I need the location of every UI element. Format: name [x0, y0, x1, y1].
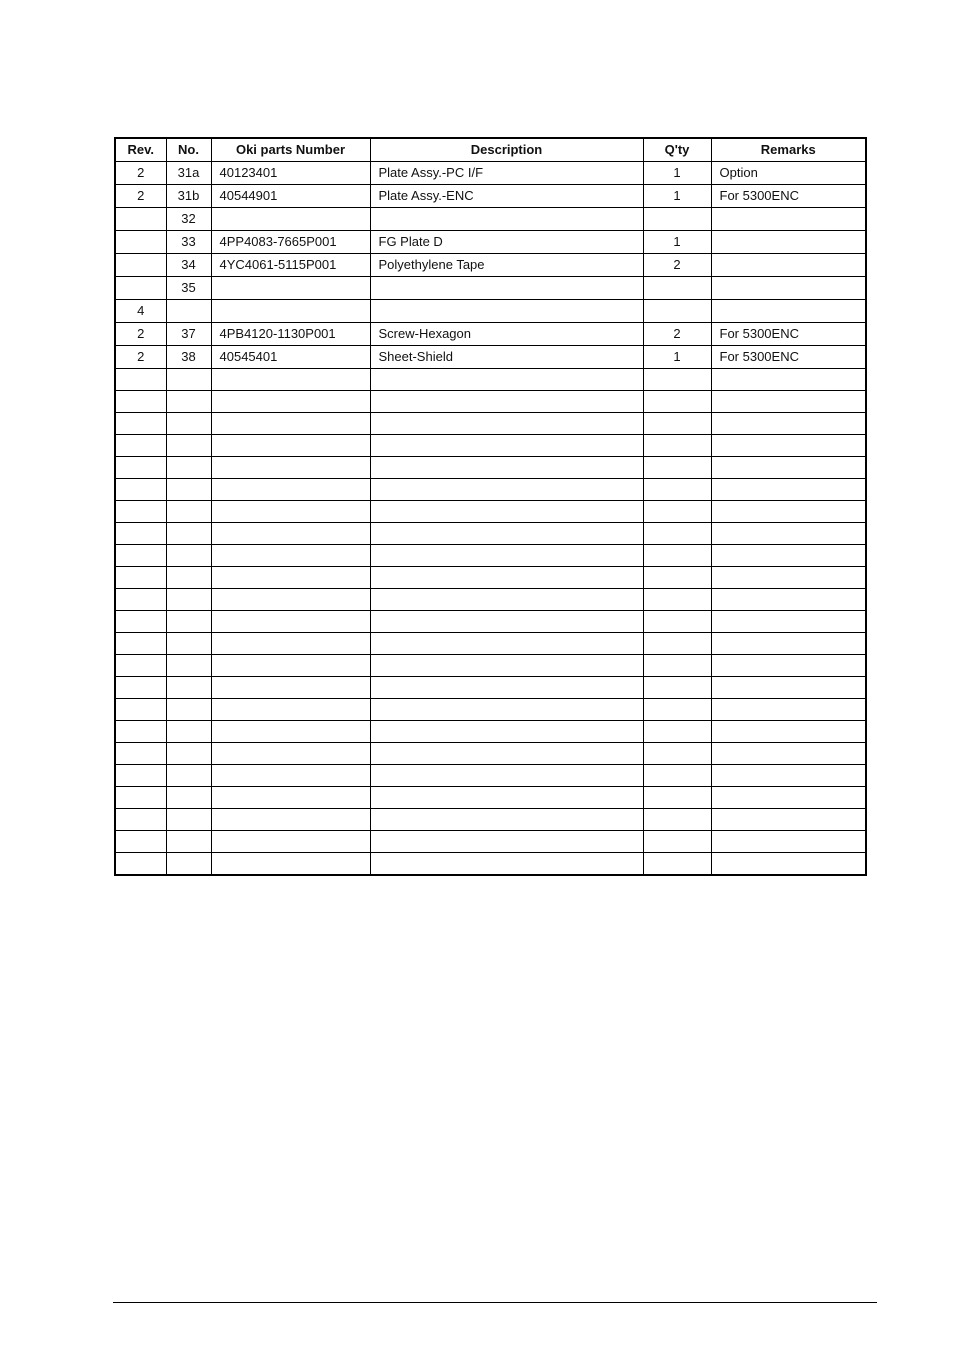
- cell-qty: [643, 677, 711, 699]
- table-row: [115, 369, 866, 391]
- cell-qty: [643, 277, 711, 300]
- cell-part-number: [211, 699, 370, 721]
- cell-remarks: [711, 677, 866, 699]
- cell-qty: [643, 208, 711, 231]
- cell-remarks: [711, 787, 866, 809]
- cell-part-number: [211, 809, 370, 831]
- cell-description: [370, 208, 643, 231]
- cell-no: 31a: [166, 162, 211, 185]
- cell-part-number: [211, 391, 370, 413]
- cell-remarks: [711, 567, 866, 589]
- cell-remarks: [711, 501, 866, 523]
- cell-part-number: [211, 545, 370, 567]
- cell-no: [166, 391, 211, 413]
- cell-qty: 1: [643, 185, 711, 208]
- parts-table: [114, 137, 867, 876]
- cell-description: Sheet-Shield: [370, 346, 643, 369]
- cell-remarks: For 5300ENC: [711, 323, 866, 346]
- table-row: [115, 743, 866, 765]
- cell-description: [370, 589, 643, 611]
- cell-part-number: [211, 743, 370, 765]
- cell-part-number: 4PP4083-7665P001: [211, 231, 370, 254]
- cell-qty: [643, 457, 711, 479]
- table-row: [115, 589, 866, 611]
- cell-qty: [643, 743, 711, 765]
- cell-part-number: [211, 633, 370, 655]
- cell-remarks: [711, 611, 866, 633]
- cell-part-number: [211, 523, 370, 545]
- cell-qty: [643, 831, 711, 853]
- table-row: [115, 346, 866, 369]
- table-row: [115, 231, 866, 254]
- cell-rev: [115, 831, 166, 853]
- cell-description: Plate Assy.-PC I/F: [370, 162, 643, 185]
- cell-rev: [115, 743, 166, 765]
- cell-no: 37: [166, 323, 211, 346]
- cell-part-number: [211, 457, 370, 479]
- cell-part-number: [211, 853, 370, 875]
- cell-rev: [115, 545, 166, 567]
- cell-part-number: [211, 677, 370, 699]
- cell-remarks: [711, 435, 866, 457]
- cell-qty: [643, 369, 711, 391]
- table-row: [115, 567, 866, 589]
- cell-description: [370, 300, 643, 323]
- cell-remarks: [711, 545, 866, 567]
- cell-qty: [643, 413, 711, 435]
- cell-rev: [115, 677, 166, 699]
- cell-no: [166, 831, 211, 853]
- cell-description: [370, 567, 643, 589]
- cell-qty: [643, 589, 711, 611]
- cell-no: [166, 545, 211, 567]
- table-row: [115, 300, 866, 323]
- cell-no: [166, 699, 211, 721]
- cell-part-number: [211, 479, 370, 501]
- cell-description: [370, 457, 643, 479]
- cell-remarks: [711, 523, 866, 545]
- table-row: [115, 809, 866, 831]
- table-row: [115, 323, 866, 346]
- cell-rev: 2: [115, 185, 166, 208]
- cell-qty: [643, 300, 711, 323]
- header-remarks: Remarks: [711, 138, 866, 162]
- cell-description: [370, 809, 643, 831]
- cell-remarks: [711, 853, 866, 875]
- cell-no: [166, 611, 211, 633]
- cell-description: [370, 831, 643, 853]
- cell-no: [166, 589, 211, 611]
- table-row: [115, 254, 866, 277]
- cell-rev: [115, 699, 166, 721]
- cell-remarks: [711, 589, 866, 611]
- cell-description: [370, 655, 643, 677]
- cell-remarks: [711, 809, 866, 831]
- cell-qty: 1: [643, 346, 711, 369]
- cell-rev: 2: [115, 323, 166, 346]
- cell-remarks: [711, 765, 866, 787]
- header-part-number: Oki parts Number: [211, 138, 370, 162]
- cell-rev: [115, 589, 166, 611]
- cell-qty: 1: [643, 231, 711, 254]
- cell-description: [370, 721, 643, 743]
- cell-rev: [115, 457, 166, 479]
- cell-remarks: [711, 391, 866, 413]
- table-header: [115, 138, 866, 162]
- cell-remarks: [711, 277, 866, 300]
- cell-qty: [643, 655, 711, 677]
- cell-remarks: [711, 655, 866, 677]
- cell-no: [166, 523, 211, 545]
- cell-description: [370, 611, 643, 633]
- cell-remarks: [711, 699, 866, 721]
- cell-no: [166, 369, 211, 391]
- cell-description: [370, 765, 643, 787]
- cell-description: Plate Assy.-ENC: [370, 185, 643, 208]
- cell-description: [370, 523, 643, 545]
- cell-description: [370, 413, 643, 435]
- table-row: [115, 435, 866, 457]
- cell-remarks: [711, 208, 866, 231]
- cell-qty: 2: [643, 323, 711, 346]
- cell-description: [370, 479, 643, 501]
- cell-remarks: [711, 831, 866, 853]
- cell-part-number: [211, 655, 370, 677]
- cell-rev: [115, 231, 166, 254]
- table-row: [115, 611, 866, 633]
- cell-part-number: [211, 369, 370, 391]
- cell-part-number: 40545401: [211, 346, 370, 369]
- cell-rev: [115, 633, 166, 655]
- cell-no: 32: [166, 208, 211, 231]
- cell-no: [166, 853, 211, 875]
- cell-no: [166, 567, 211, 589]
- header-no: No.: [166, 138, 211, 162]
- cell-description: [370, 787, 643, 809]
- table-row: [115, 787, 866, 809]
- cell-part-number: [211, 501, 370, 523]
- cell-remarks: [711, 413, 866, 435]
- table-row: [115, 655, 866, 677]
- cell-remarks: For 5300ENC: [711, 185, 866, 208]
- cell-qty: 1: [643, 162, 711, 185]
- cell-description: [370, 545, 643, 567]
- cell-no: 33: [166, 231, 211, 254]
- header-row: [115, 138, 866, 162]
- cell-description: Screw-Hexagon: [370, 323, 643, 346]
- cell-no: [166, 721, 211, 743]
- cell-rev: [115, 765, 166, 787]
- cell-rev: 2: [115, 346, 166, 369]
- cell-qty: [643, 721, 711, 743]
- cell-description: [370, 699, 643, 721]
- cell-rev: [115, 277, 166, 300]
- cell-description: [370, 743, 643, 765]
- cell-no: [166, 501, 211, 523]
- cell-no: [166, 677, 211, 699]
- table-row: [115, 677, 866, 699]
- cell-no: [166, 479, 211, 501]
- header-qty: Q'ty: [643, 138, 711, 162]
- cell-part-number: [211, 765, 370, 787]
- table-row: [115, 853, 866, 875]
- cell-rev: [115, 391, 166, 413]
- cell-part-number: 40123401: [211, 162, 370, 185]
- cell-part-number: [211, 831, 370, 853]
- cell-description: FG Plate D: [370, 231, 643, 254]
- cell-remarks: Option: [711, 162, 866, 185]
- table-row: [115, 831, 866, 853]
- cell-qty: [643, 611, 711, 633]
- cell-rev: [115, 567, 166, 589]
- cell-description: [370, 501, 643, 523]
- footer-rule: [113, 1302, 877, 1303]
- cell-no: 35: [166, 277, 211, 300]
- cell-remarks: [711, 300, 866, 323]
- cell-part-number: [211, 611, 370, 633]
- cell-rev: [115, 721, 166, 743]
- cell-no: 38: [166, 346, 211, 369]
- table-row: [115, 391, 866, 413]
- cell-no: [166, 300, 211, 323]
- cell-qty: [643, 787, 711, 809]
- cell-qty: [643, 479, 711, 501]
- cell-part-number: [211, 208, 370, 231]
- cell-qty: [643, 501, 711, 523]
- cell-part-number: [211, 589, 370, 611]
- table-row: [115, 633, 866, 655]
- cell-part-number: [211, 300, 370, 323]
- cell-part-number: [211, 567, 370, 589]
- cell-qty: [643, 633, 711, 655]
- cell-rev: 2: [115, 162, 166, 185]
- cell-rev: [115, 369, 166, 391]
- cell-no: [166, 743, 211, 765]
- cell-rev: [115, 655, 166, 677]
- cell-no: [166, 787, 211, 809]
- cell-qty: 2: [643, 254, 711, 277]
- table-row: [115, 479, 866, 501]
- cell-rev: [115, 435, 166, 457]
- cell-part-number: 40544901: [211, 185, 370, 208]
- cell-rev: [115, 787, 166, 809]
- cell-description: [370, 369, 643, 391]
- cell-description: Polyethylene Tape: [370, 254, 643, 277]
- cell-part-number: [211, 721, 370, 743]
- cell-part-number: 4PB4120-1130P001: [211, 323, 370, 346]
- cell-part-number: [211, 277, 370, 300]
- cell-rev: 4: [115, 300, 166, 323]
- cell-qty: [643, 435, 711, 457]
- cell-description: [370, 435, 643, 457]
- cell-part-number: [211, 787, 370, 809]
- cell-part-number: [211, 413, 370, 435]
- table-row: [115, 413, 866, 435]
- cell-no: [166, 435, 211, 457]
- header-description: Description: [370, 138, 643, 162]
- cell-no: [166, 809, 211, 831]
- cell-rev: [115, 523, 166, 545]
- table-row: [115, 699, 866, 721]
- table-row: [115, 765, 866, 787]
- table-row: [115, 545, 866, 567]
- cell-rev: [115, 501, 166, 523]
- cell-part-number: [211, 435, 370, 457]
- cell-remarks: For 5300ENC: [711, 346, 866, 369]
- table-row: [115, 457, 866, 479]
- cell-remarks: [711, 457, 866, 479]
- cell-qty: [643, 545, 711, 567]
- cell-description: [370, 633, 643, 655]
- cell-no: [166, 765, 211, 787]
- table-row: [115, 523, 866, 545]
- cell-remarks: [711, 721, 866, 743]
- cell-remarks: [711, 369, 866, 391]
- cell-qty: [643, 809, 711, 831]
- cell-remarks: [711, 479, 866, 501]
- cell-rev: [115, 809, 166, 831]
- table-row: [115, 501, 866, 523]
- cell-qty: [643, 699, 711, 721]
- cell-no: 31b: [166, 185, 211, 208]
- cell-description: [370, 391, 643, 413]
- cell-qty: [643, 765, 711, 787]
- cell-rev: [115, 611, 166, 633]
- cell-description: [370, 853, 643, 875]
- table-row: [115, 721, 866, 743]
- cell-remarks: [711, 743, 866, 765]
- cell-rev: [115, 254, 166, 277]
- cell-qty: [643, 523, 711, 545]
- cell-description: [370, 277, 643, 300]
- cell-no: 34: [166, 254, 211, 277]
- cell-rev: [115, 208, 166, 231]
- cell-rev: [115, 853, 166, 875]
- cell-rev: [115, 479, 166, 501]
- cell-no: [166, 633, 211, 655]
- cell-rev: [115, 413, 166, 435]
- cell-remarks: [711, 254, 866, 277]
- cell-description: [370, 677, 643, 699]
- cell-no: [166, 655, 211, 677]
- cell-part-number: 4YC4061-5115P001: [211, 254, 370, 277]
- cell-qty: [643, 567, 711, 589]
- cell-no: [166, 457, 211, 479]
- cell-qty: [643, 391, 711, 413]
- table-row: [115, 162, 866, 185]
- cell-remarks: [711, 231, 866, 254]
- table-body: [115, 162, 866, 875]
- table-row: [115, 185, 866, 208]
- table-row: [115, 208, 866, 231]
- table-row: [115, 277, 866, 300]
- cell-no: [166, 413, 211, 435]
- cell-remarks: [711, 633, 866, 655]
- cell-qty: [643, 853, 711, 875]
- header-rev: Rev.: [115, 138, 166, 162]
